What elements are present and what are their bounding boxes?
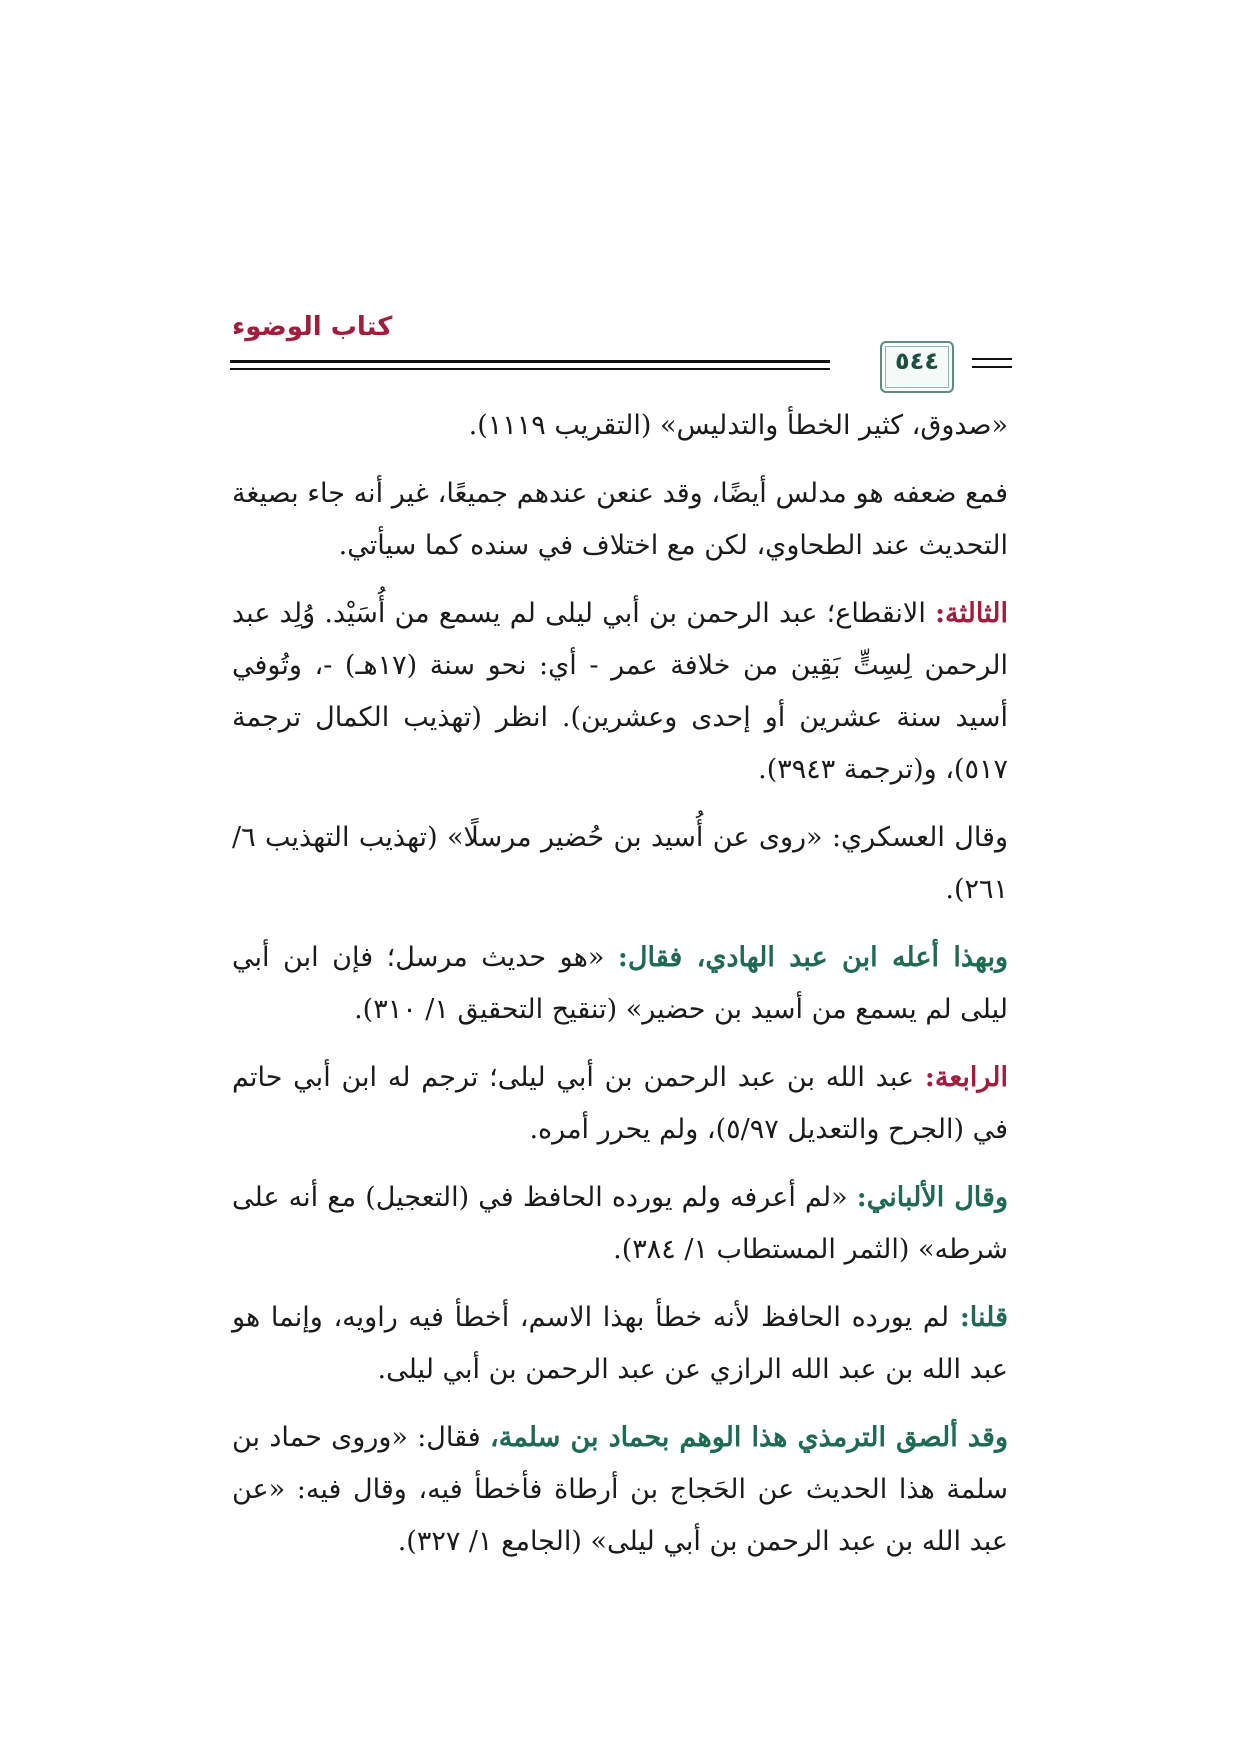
paragraph (232, 400, 1008, 452)
header-rule-right-bottom (972, 366, 1012, 368)
paragraph-text: وقال العسكري: «روى عن أُسيد بن حُضير مرسلًا» (تهذيب التهذيب ٦/ ٢٦١). (232, 822, 1008, 905)
paragraph-label: الرابعة: (924, 1062, 1008, 1093)
paragraph-text: فقال: «وروى حماد بن سلمة هذا الحديث عن الحَجاج بن أرطاة فأخطأ فيه، وقال فيه: «عن عبد الله بن عبد الرحمن بن أبي ليلى» (الجامع ١/ ٣٢٧). (232, 1422, 1008, 1557)
paragraph-label: وقال الألباني: (856, 1182, 1008, 1213)
paragraph (232, 1052, 1008, 1156)
chapter-title: كتاب الوضوء (232, 312, 393, 342)
paragraph (232, 1412, 1008, 1568)
paragraph-text: «هو حديث مرسل؛ فإن ابن أبي ليلى لم يسمع من أسيد بن حضير» (تنقيح التحقيق ١/ ٣١٠). (232, 942, 1008, 1025)
paragraph (232, 932, 1008, 1036)
paragraph-text: الانقطاع؛ عبد الرحمن بن أبي ليلى لم يسمع من أُسَيْد. وُلِد عبد الرحمن لِسِتٍّ بَقِين من خلافة عمر - أي: نحو سنة (١٧هـ) -، وتُوفي أسيد سنة عشرين أو إحدى وعشرين). انظر (تهذيب الكمال ترجمة ٥١٧)، و(ترجمة ٣٩٤٣). (232, 598, 1008, 785)
page-number-ornament (835, 337, 965, 393)
page-body (232, 400, 1008, 1584)
paragraph (232, 1172, 1008, 1276)
paragraph-label: وبهذا أعله ابن عبد الهادي، فقال: (617, 942, 1009, 973)
paragraph (232, 468, 1008, 572)
paragraph (232, 1292, 1008, 1396)
paragraph-text: عبد الله بن عبد الرحمن بن أبي ليلى؛ ترجم له ابن أبي حاتم في (الجرح والتعديل ٥/٩٧)، ولم يحرر أمره. (232, 1062, 1008, 1145)
paragraph-text: «لم أعرفه ولم يورده الحافظ في (التعجيل) مع أنه على شرطه» (الثمر المستطاب ١/ ٣٨٤). (232, 1182, 1008, 1265)
paragraph-text: فمع ضعفه هو مدلس أيضًا، وقد عنعن عندهم جميعًا، غير أنه جاء بصيغة التحديث عند الطحاوي، لكن مع اختلاف في سنده كما سيأتي. (232, 478, 1008, 561)
paragraph (232, 588, 1008, 796)
page-number: ٥٤٤ (895, 347, 939, 375)
paragraph (232, 812, 1008, 916)
page-header (230, 312, 1012, 392)
paragraph-text: لم يورده الحافظ لأنه خطأ بهذا الاسم، أخطأ فيه راويه، وإنما هو عبد الله بن عبد الله الرازي عن عبد الرحمن بن أبي ليلى. (232, 1302, 1008, 1385)
paragraph-text: «صدوق، كثير الخطأ والتدليس» (التقريب ١١١٩). (468, 410, 1008, 441)
header-rule-bottom (230, 368, 830, 370)
paragraph-label: الثالثة: (935, 598, 1008, 629)
paragraph-label: قلنا: (959, 1302, 1008, 1333)
paragraph-label: وقد ألصق الترمذي هذا الوهم بحماد بن سلمة، (490, 1422, 1008, 1453)
header-rule-right-top (972, 358, 1012, 360)
header-rule-top (230, 360, 830, 363)
